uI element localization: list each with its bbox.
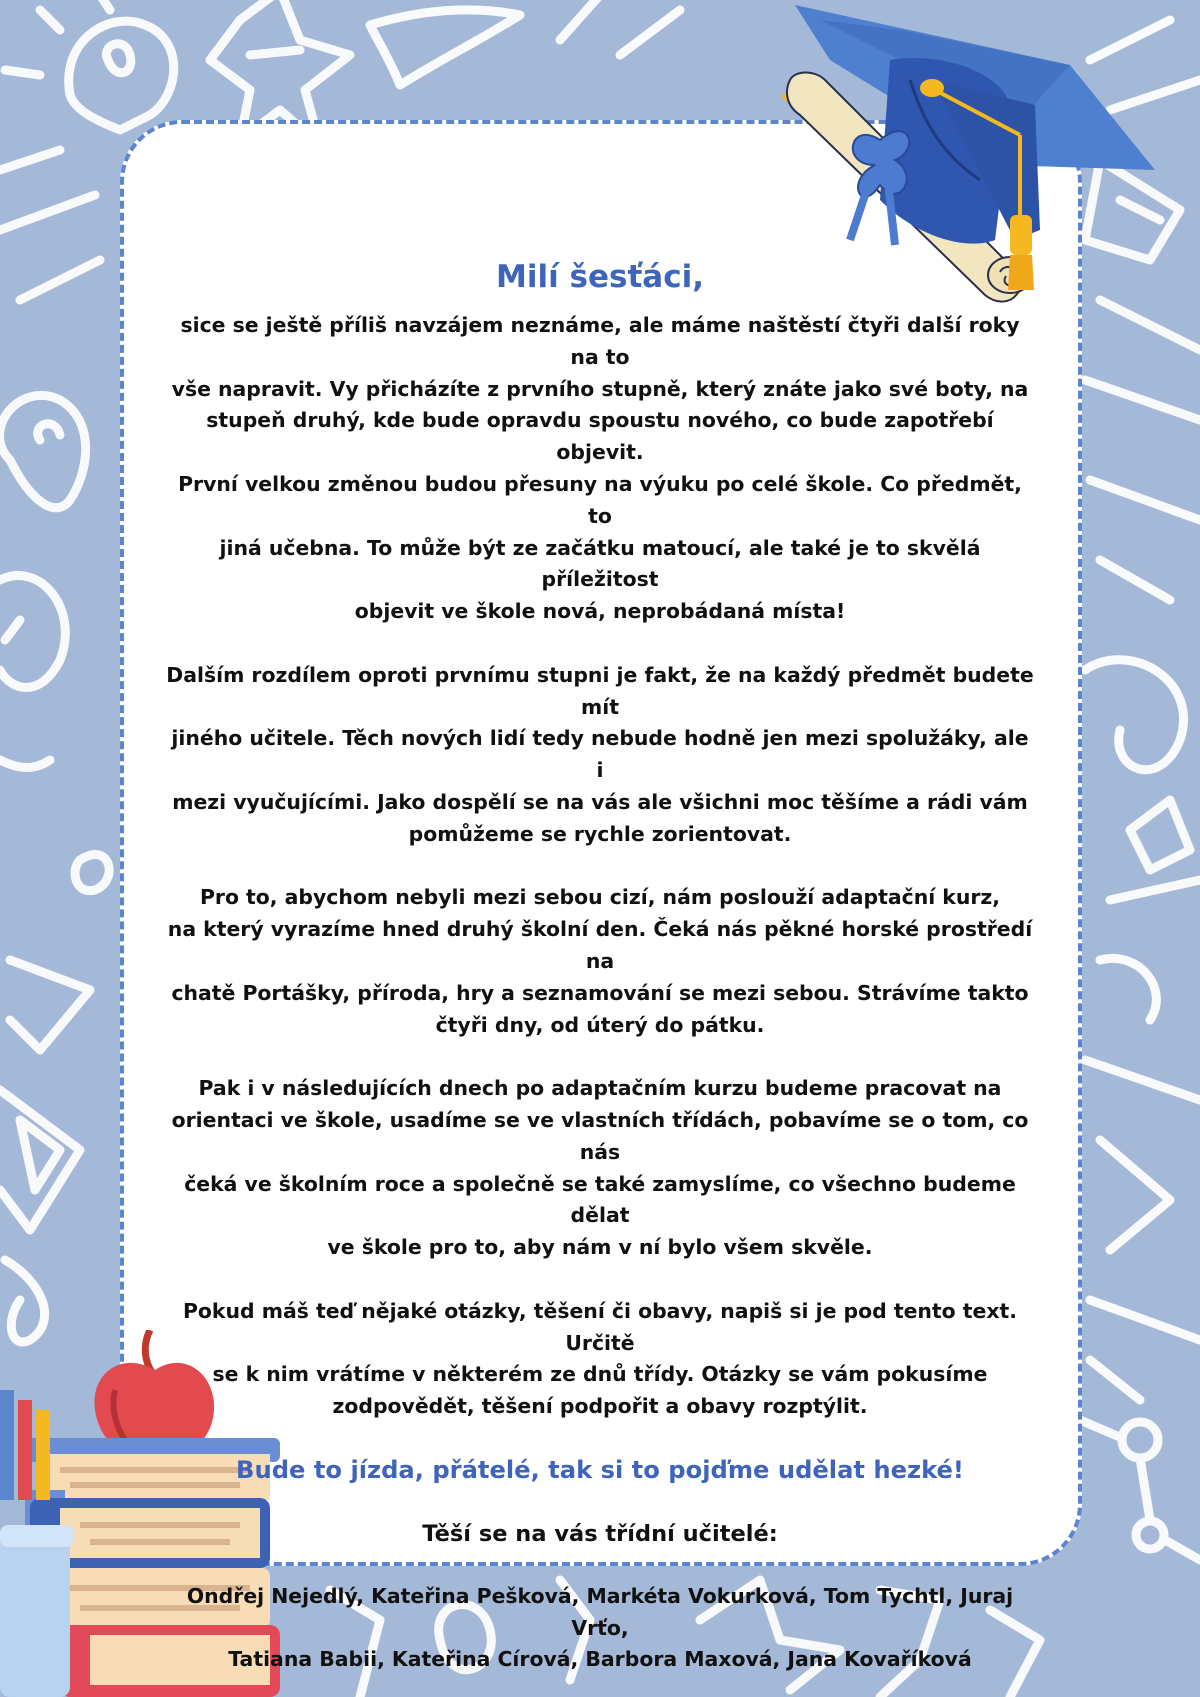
text-line: mezi vyučujícími. Jako dospělí se na vás ale všichni moc těšíme a rádi vám	[172, 789, 1028, 814]
text-line: Pak i v následujících dnech po adaptačním kurzu budeme pracovat na	[198, 1076, 1002, 1101]
text-line: Ondřej Nejedlý, Kateřina Pešková, Markéta Vokurková, Tom Tychtl, Juraj Vrťo,	[186, 1583, 1014, 1640]
text-line: sice se ještě příliš navzájem neznáme, ale máme naštěstí čtyři další roky na to	[180, 313, 1020, 369]
text-line: jiného učitele. Těch nových lidí tedy nebude hodně jen mezi spolužáky, ale i	[171, 726, 1029, 783]
text-line: První velkou změnou budou přesuny na výuku po celé škole. Co předmět, to	[178, 471, 1022, 528]
paragraph-questions	[165, 1296, 1035, 1423]
letter-title: Milí šesťáci,	[496, 259, 704, 295]
paragraph-teachers-difference	[165, 660, 1035, 851]
text-line: Pro to, abychom nebyli mezi sebou cizí, nám poslouží adaptační kurz,	[199, 885, 1001, 910]
text-line: Tatiana Babii, Kateřina Círová, Barbora Maxová, Jana Kovaříková	[228, 1647, 972, 1672]
text-line: orientaci ve škole, usadíme se ve vlastních třídách, pobavíme se o tom, co nás	[171, 1107, 1029, 1164]
paragraph-orientation	[165, 1073, 1035, 1264]
pencil-cup-icon	[0, 1390, 74, 1697]
text-line: stupeň druhý, kde bude opravdu spoustu nového, co bude zapotřebí objevit.	[206, 408, 994, 465]
text-line: Dalším rozdílem oproti prvnímu stupni je fakt, že na každý předmět budete mít	[166, 662, 1034, 719]
text-line: objevit ve škole nová, neprobádaná místa!	[354, 599, 846, 624]
paragraph-intro	[165, 310, 1035, 628]
text-line: Pokud máš teď nějaké otázky, těšení či obavy, napiš si je pod tento text. Určitě	[182, 1298, 1017, 1355]
text-line: zodpovědět, těšení podpořit a obavy rozptýlit.	[332, 1394, 868, 1419]
text-line: pomůžeme se rychle zorientovat.	[408, 821, 792, 846]
paragraph-adaptation-course	[165, 882, 1035, 1041]
text-line: čtyři dny, od úterý do pátku.	[435, 1012, 765, 1037]
text-line: chatě Portášky, příroda, hry a seznamování se mezi sebou. Strávíme takto	[171, 980, 1029, 1005]
text-line: ve škole pro to, aby nám v ní bylo všem skvěle.	[327, 1235, 873, 1260]
teachers-heading: Těší se na vás třídní učitelé:	[422, 1520, 778, 1547]
text-line: jiná učebna. To může být ze začátku matoucí, ale také je to skvělá příležitost	[219, 535, 981, 592]
teachers-names	[165, 1581, 1035, 1676]
text-line: čeká ve školním roce a společně se také zamyslíme, co všechno budeme dělat	[184, 1171, 1016, 1228]
text-line: vše napravit. Vy přicházíte z prvního stupně, který znáte jako své boty, na	[171, 376, 1029, 401]
text-line: na který vyrazíme hned druhý školní den. Čeká nás pěkné horské prostředí na	[167, 917, 1033, 973]
text-line: se k nim vrátíme v některém ze dnů třídy. Otázky se vám pokusíme	[212, 1362, 988, 1387]
highlight-sentence: Bude to jízda, přátelé, tak si to pojďme udělat hezké!	[236, 1455, 964, 1484]
letter-content	[165, 252, 1035, 1676]
